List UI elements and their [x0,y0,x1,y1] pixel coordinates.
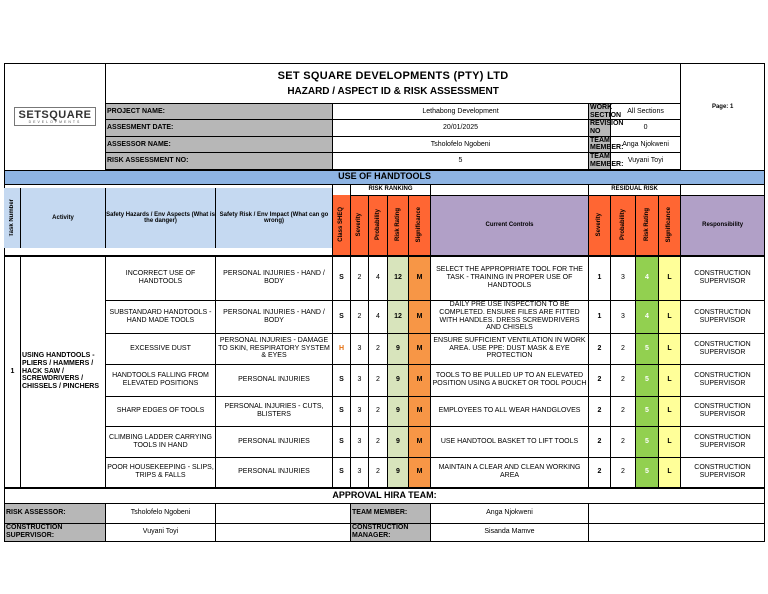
res-probability-cell: 2 [611,364,636,396]
impact-cell: PERSONAL INJURIES - HAND / BODY [216,300,333,333]
risk-rating-cell: 9 [388,364,409,396]
logo-subtext: DEVELOPMENTS [28,120,82,125]
significance-cell: M [409,396,431,426]
risk-assessor-signature [216,503,351,523]
class-cell: S [333,396,351,426]
risk-rating-cell: 9 [388,426,409,457]
impact-cell: PERSONAL INJURIES [216,426,333,457]
controls-cell: SELECT THE APPROPRIATE TOOL FOR THE TASK - TRAINING IN PROPER USE OF HANDTOOLS [431,256,589,300]
col-probability: Probability [369,195,388,255]
col-task-number: Task Number [4,188,21,248]
col-activity: Activity [21,188,106,248]
hazard-cell: CLIMBING LADDER CARRYING TOOLS IN HAND [106,426,216,457]
res-probability-cell: 3 [611,256,636,300]
col-severity: Severity [351,195,369,255]
impact-cell: PERSONAL INJURIES [216,457,333,487]
team-member-signature [589,503,765,523]
table-row [5,364,765,396]
hazard-cell: SHARP EDGES OF TOOLS [106,396,216,426]
residual-risk-group: RESIDUAL RISK [589,184,681,195]
hazard-cell: POOR HOUSEKEEPING - SLIPS, TRIPS & FALLS [106,457,216,487]
res-risk-rating-cell: 5 [636,333,659,364]
revision-label: REVISION NO [590,120,624,136]
risk-assessor-value: Tsholofelo Ngobeni [106,503,216,523]
responsibility-cell: CONSTRUCTION SUPERVISOR [681,333,765,364]
document-subtitle: HAZARD / ASPECT ID & RISK ASSESSMENT [287,85,499,97]
risk-rating-cell: 12 [388,300,409,333]
manager-signature [589,523,765,541]
res-significance-cell: L [659,364,681,396]
significance-cell: M [409,364,431,396]
impact-cell: PERSONAL INJURIES - DAMAGE TO SKIN, RESPIRATORY SYSTEM & EYES [216,333,333,364]
res-severity-cell: 1 [589,256,611,300]
probability-cell: 2 [369,426,388,457]
res-risk-rating-cell: 5 [636,364,659,396]
logo-cell [5,64,106,171]
work-section-label: WORK SECTION [590,104,622,119]
page-number: Page: 1 [681,64,765,171]
res-significance-cell: L [659,300,681,333]
res-risk-rating-cell: 5 [636,457,659,487]
risk-assessor-label: RISK ASSESSOR: [5,503,106,523]
col-res-probability: Probability [611,195,636,255]
responsibility-cell: CONSTRUCTION SUPERVISOR [681,364,765,396]
res-severity-cell: 2 [589,364,611,396]
team-member-value-2: Vuyani Toyi [611,153,681,169]
controls-cell: ENSURE SUFFICIENT VENTILATION IN WORK AREA. USE PPE: DUST MASK & EYE PROTECTION [431,333,589,364]
table-row [5,333,765,364]
res-probability-cell: 2 [611,426,636,457]
table-row [5,300,765,333]
hazard-cell: HANDTOOLS FALLING FROM ELEVATED POSITIONS [106,364,216,396]
impact-cell: PERSONAL INJURIES [216,364,333,396]
res-risk-rating-cell: 4 [636,300,659,333]
res-risk-rating-cell: 5 [636,396,659,426]
risk-rating-cell: 9 [388,333,409,364]
severity-cell: 2 [351,256,369,300]
col-significance: Significance [409,195,431,255]
probability-cell: 2 [369,457,388,487]
severity-cell: 3 [351,364,369,396]
col-risk-impact: Safety Risk / Env Impact (What can go wrong) [216,188,332,248]
significance-cell: M [409,256,431,300]
responsibility-cell: CONSTRUCTION SUPERVISOR [681,256,765,300]
company-name: SET SQUARE DEVELOPMENTS (PTY) LTD [277,70,509,83]
hazard-cell: SUBSTANDARD HANDTOOLS - HAND MADE TOOLS [106,300,216,333]
assessment-date-label: ASSESMENT DATE: [106,120,333,136]
controls-cell: EMPLOYEES TO ALL WEAR HANDGLOVES [431,396,589,426]
class-cell: S [333,426,351,457]
res-significance-cell: L [659,256,681,300]
col-res-risk-rating: Risk Rating [636,195,659,255]
risk-no-label: RISK ASSESSMENT NO: [106,153,333,169]
class-cell: S [333,300,351,333]
responsibility-cell: CONSTRUCTION SUPERVISOR [681,457,765,487]
table-row [5,256,765,300]
team-member-label-1: TEAM MEMBER: [590,136,624,152]
class-cell: S [333,457,351,487]
controls-cell: MAINTAIN A CLEAR AND CLEAN WORKING AREA [431,457,589,487]
col-current-controls: Current Controls [431,195,589,255]
class-cell: S [333,256,351,300]
res-probability-cell: 2 [611,396,636,426]
project-name-value: Lethabong Development [333,104,589,120]
res-significance-cell: L [659,426,681,457]
col-risk-rating: Risk Rating [388,195,409,255]
responsibility-cell: CONSTRUCTION SUPERVISOR [681,300,765,333]
probability-cell: 4 [369,300,388,333]
risk-rating-cell: 9 [388,396,409,426]
severity-cell: 3 [351,396,369,426]
probability-cell: 2 [369,333,388,364]
supervisor-value: Vuyani Toyi [106,523,216,541]
risk-assessment-sheet [4,63,764,542]
res-significance-cell: L [659,457,681,487]
assessor-name-value: Tsholofelo Ngobeni [333,136,589,152]
project-name-label: PROJECT NAME: [106,104,333,120]
table-row [5,396,765,426]
severity-cell: 2 [351,300,369,333]
res-severity-cell: 2 [589,396,611,426]
probability-cell: 4 [369,256,388,300]
class-cell: S [333,364,351,396]
assessor-name-label: ASSESSOR NAME: [106,136,333,152]
approval-table [4,488,765,542]
table-row [5,426,765,457]
responsibility-cell: CONSTRUCTION SUPERVISOR [681,426,765,457]
res-probability-cell: 2 [611,333,636,364]
approval-team-member-value: Anga Njokweni [431,503,589,523]
significance-cell: M [409,300,431,333]
res-risk-rating-cell: 5 [636,426,659,457]
controls-cell: DAILY PRE USE INSPECTION TO BE COMPLETED. ENSURE FILES ARE FITTED WITH HANDLES. DRESS SCREWDRIVERS AND CHISELS [431,300,589,333]
risk-ranking-group: RISK RANKING [351,184,431,195]
hazard-cell: INCORRECT USE OF HANDTOOLS [106,256,216,300]
impact-cell: PERSONAL INJURIES - HAND / BODY [216,256,333,300]
logo-text: SETSQUARE [18,109,92,122]
severity-cell: 3 [351,426,369,457]
col-class: Class SHEQ [333,195,351,255]
work-section-value: All Sections [611,104,681,120]
res-probability-cell: 3 [611,300,636,333]
res-severity-cell: 1 [589,300,611,333]
approval-title: APPROVAL HIRA TEAM: [5,488,765,503]
res-probability-cell: 2 [611,457,636,487]
hazard-cell: EXCESSIVE DUST [106,333,216,364]
table-row [5,457,765,487]
section-title: USE OF HANDTOOLS [5,170,765,184]
res-severity-cell: 2 [589,426,611,457]
res-significance-cell: L [659,333,681,364]
res-risk-rating-cell: 4 [636,256,659,300]
col-res-severity: Severity [589,195,611,255]
task-activity: USING HANDTOOLS - PLIERS / HAMMERS / HACK SAW / SCREWDRIVERS / CHISSELS / PINCHERS [21,256,106,487]
probability-cell: 2 [369,396,388,426]
revision-value: 0 [611,120,681,136]
significance-cell: M [409,457,431,487]
res-severity-cell: 2 [589,333,611,364]
probability-cell: 2 [369,364,388,396]
manager-label: CONSTRUCTION MANAGER: [351,523,431,541]
risk-no-value: 5 [333,153,589,169]
controls-cell: TOOLS TO BE PULLED UP TO AN ELEVATED POSITION USING A BUCKET OR TOOL POUCH [431,364,589,396]
severity-cell: 3 [351,457,369,487]
approval-team-member-label: TEAM MEMBER: [351,503,431,523]
team-member-label-2: TEAM MEMBER: [590,153,624,168]
supervisor-label: CONSTRUCTION SUPERVISOR: [5,523,106,541]
hazard-rows [4,256,765,488]
risk-rating-cell: 12 [388,256,409,300]
responsibility-cell: CONSTRUCTION SUPERVISOR [681,396,765,426]
company-logo [14,107,97,126]
res-significance-cell: L [659,396,681,426]
col-responsibility: Responsibility [681,195,765,255]
assessment-date-value: 20/01/2025 [333,120,589,136]
res-severity-cell: 2 [589,457,611,487]
controls-cell: USE HANDTOOL BASKET TO LIFT TOOLS [431,426,589,457]
supervisor-signature [216,523,351,541]
impact-cell: PERSONAL INJURIES - CUTS, BLISTERS [216,396,333,426]
task-number: 1 [5,256,21,487]
class-cell: H [333,333,351,364]
significance-cell: M [409,426,431,457]
team-member-value-1: Anga Njokweni [611,136,681,152]
col-res-significance: Significance [659,195,681,255]
title-cell [106,64,681,104]
risk-rating-cell: 9 [388,457,409,487]
col-hazards: Safety Hazards / Env Aspects (What is the danger) [106,188,216,248]
manager-value: Sisanda Mamve [431,523,589,541]
severity-cell: 3 [351,333,369,364]
significance-cell: M [409,333,431,364]
